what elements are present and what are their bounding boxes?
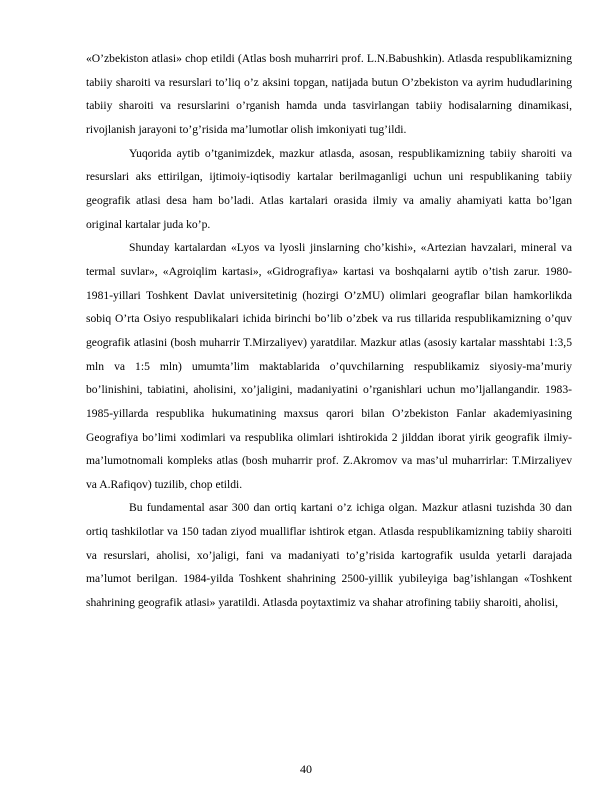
paragraph-2: Yuqorida aytib o’tganimizdek, mazkur atlasda, asosan, respublikamizning tabiiy sharoiti va resurslari aks ettirilgan, ijtimoiy-iqtisodiy kartalar berilmaganligi uchun uni respublikaning tabiiy geografik atlasi desa ham bo’ladi. Atlas kartalari orasida ilmiy va amaliy ahamiyati katta bo’lgan original kartalar juda ko’p.: [86, 146, 572, 231]
paragraph-4: Bu fundamental asar 300 dan ortiq kartani o’z ichiga olgan. Mazkur atlasni tuzishda 30 dan ortiq tashkilotlar va 150 tadan ziyod mualliflar ishtirok etgan. Atlasda respublikamizning tabiiy sharoiti va resurslari, aholisi, xo’jaligi, fani va madaniyati to’g’risida kartografik usulda yetarli darajada ma’lumot berilgan. 1984-yilda Toshkent shahrining 2500-yillik yubileyiga bag’ishlangan «Toshkent shahrining geografik atlasi» yaratildi. Atlasda poytaxtimiz va shahar atrofining tabiiy sharoiti, aholisi,: [86, 501, 572, 610]
paragraph-1: «O’zbekiston atlasi» chop etildi (Atlas bosh muharriri prof. L.N.Babushkin). Atlasda respublikamizning tabiiy sharoiti va resurslari to’liq o’z aksini topgan, natijada butun O’zbekiston va ayrim hududlarining tabiiy sharoiti va resurslarini o’rganish hamda unda tasvirlangan tabiiy hodisalarning dinamikasi, rivojlanish jarayoni to’g’risida ma’lumotlar olish imkoniyati tug’ildi.: [86, 52, 572, 136]
page-number: 40: [300, 762, 312, 776]
paragraph-3: Shunday kartalardan «Lyos va lyosli jinslarning cho’kishi», «Artezian havzalari, mineral va termal suvlar», «Agroiqlim kartasi», «Gidrografiya» kartasi va boshqalarni aytib o’tish zarur. 1980-1981-yillari Toshkent Davlat universitetinig (hozirgi O’zMU) olimlari geograflar bilan hamkorlikda sobiq O’rta Osiyo respublikalari ichida birinchi bo’lib o’zbek va rus tillarida respublikamizning o’quv geografik atlasini (bosh muharrir T.Mirzaliyev) yaratdilar. Mazkur atlas (asosiy kartalar masshtabi 1:3,5 mln va 1:5 mln) umumta’lim maktablarida o’quvchilarning respublikamiz siyosiy-ma’muriy bo’linishini, tabiatini, aholisini, xo’jaligini, madaniyatini o’rganishlari uchun mo’ljallangandir. 1983-1985-yillarda respublika hukumatining maxsus qarori bilan O’zbekiston Fanlar akademiyasining Geografiya bo’limi xodimlari va respublika olimlari ishtirokida 2 jilddan iborat yirik geografik ilmiy-ma’lumotnomali kompleks atlas (bosh muharrir prof. Z.Akromov va mas’ul muharrirlar: T.Mirzaliyev va A.Rafiqov) tuzilib, chop etildi.: [86, 241, 572, 491]
document-page: [86, 47, 572, 747]
